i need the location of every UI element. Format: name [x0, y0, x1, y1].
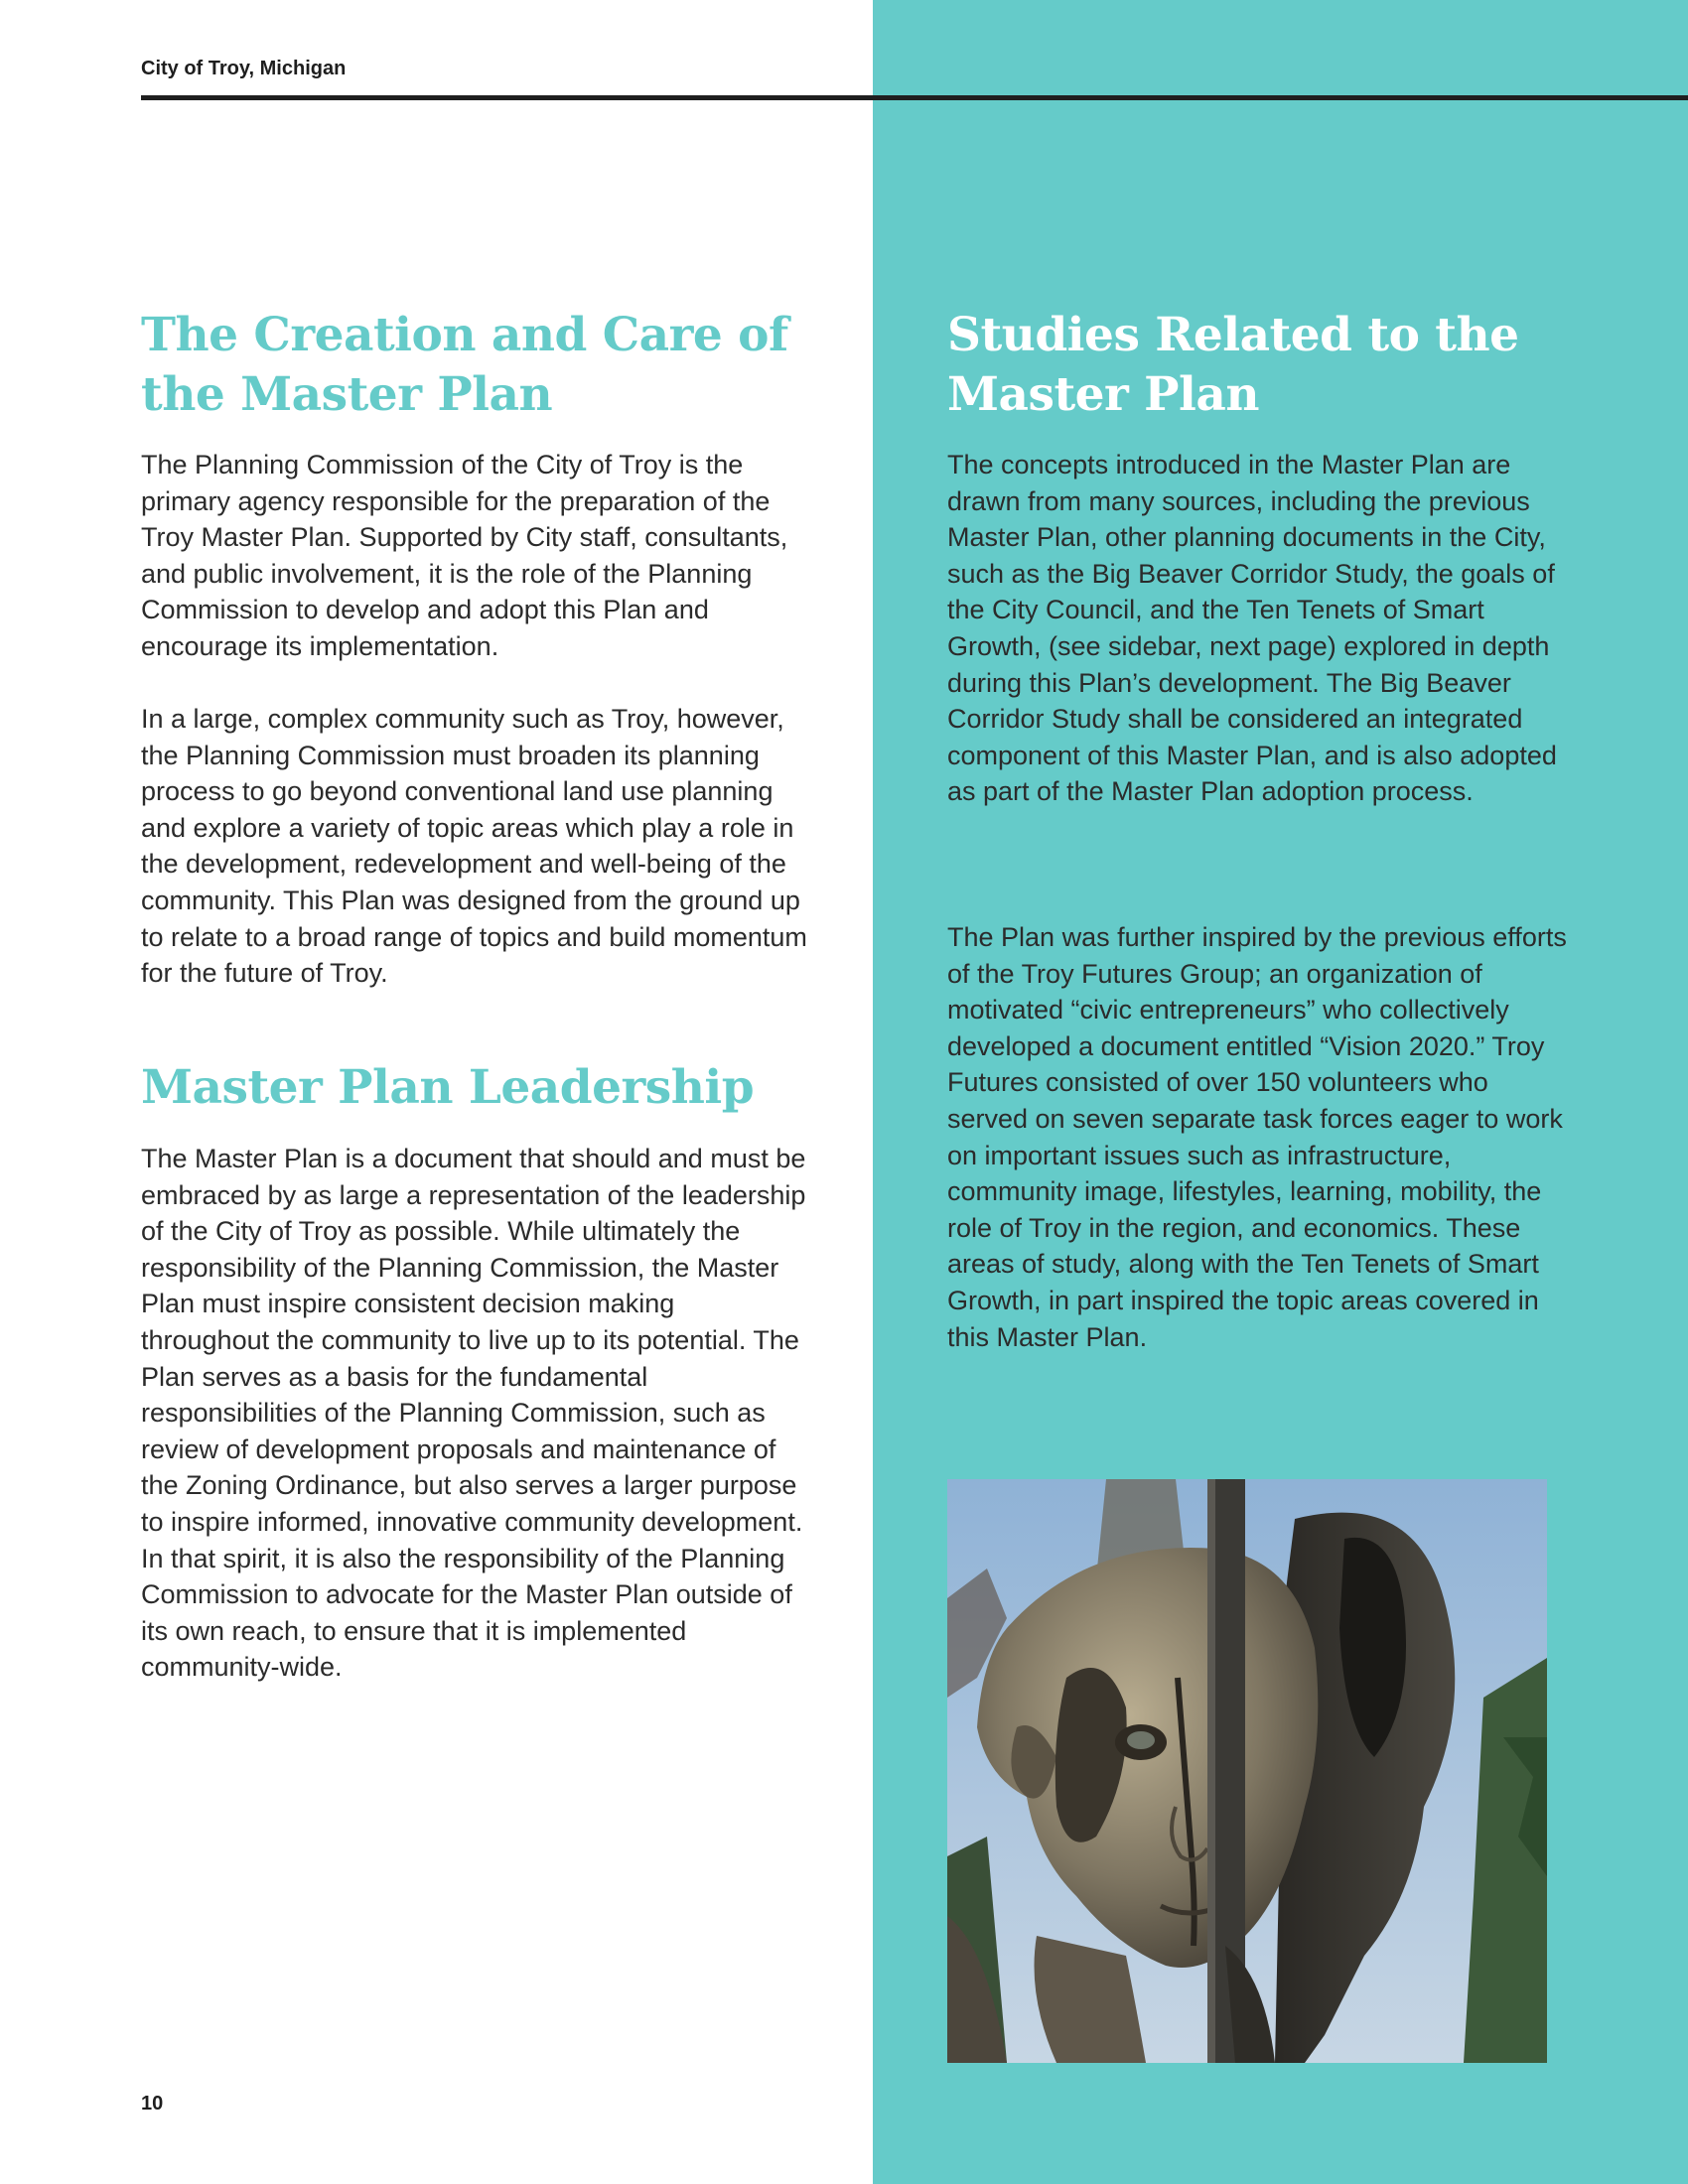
sculpture-photo [947, 1479, 1547, 2063]
paragraph-planning-commission-role: The Planning Commission of the City of Troy is the primary agency responsible for the preparation of the Troy Master Plan. Supported by City staff, consultants, and public involvement, it is the role of the Planning Commission to develop and adopt this Plan and encourage its implementation. [141, 450, 788, 661]
section-heading-leadership: Master Plan Leadership [141, 1060, 755, 1115]
section-heading-creation-and-care: The Creation and Care of the Master Plan [141, 308, 788, 422]
page-number: 10 [141, 2093, 164, 2115]
section-heading-related-studies: Studies Related to the Master Plan [947, 308, 1519, 422]
paragraph-troy-futures: The Plan was further inspired by the previous efforts of the Troy Futures Group; an organization of motivated “civic entrepreneurs” who collectively developed a document entitled “Vision 2020.” Troy Futures consisted of over 150 volunteers who served on seven separate task forces eager to work on important issues such as infrastructure, community image, lifestyles, learning, mobility, the role of Troy in the region, and economics. These areas of study, along with the Ten Tenets of Smart Growth, in part inspired the topic areas covered in this Master Plan. [947, 922, 1567, 1352]
paragraph-concept-sources: The concepts introduced in the Master Plan are drawn from many sources, including the previous Master Plan, other planning documents in the City, such as the Big Beaver Corridor Study, the goals of the City Council, and the Ten Tenets of Smart Growth, (see sidebar, next page) explored in depth during this Plan’s development. The Big Beaver Corridor Study shall be considered an integrated component of this Master Plan, and is also adopted as part of the Master Plan adoption process. [947, 450, 1557, 807]
running-header: City of Troy, Michigan [141, 58, 347, 79]
header-divider [141, 95, 1688, 100]
paragraph-broaden-planning-process: In a large, complex community such as Troy, however, the Planning Commission must broaden its planning process to go beyond conventional land use planning and explore a variety of topic areas which play a role in the development, redevelopment and well-being of the community. This Plan was designed from the ground up to relate to a broad range of topics and build momentum for the future of Troy. [141, 704, 807, 989]
paragraph-leadership: The Master Plan is a document that should and must be embraced by as large a representation of the leadership of the City of Troy as possible. While ultimately the responsibility of the Planning Commission, the Master Plan must inspire consistent decision making throughout the community to live up to its potential. The Plan serves as a basis for the fundamental responsibilities of the Planning Commission, such as review of development proposals and maintenance of the Zoning Ordinance, but also serves a larger purpose to inspire informed, innovative community development. In that spirit, it is also the responsibility of the Planning Commission to advocate for the Master Plan outside of its own reach, to ensure that it is implemented community-wide. [141, 1144, 806, 1683]
